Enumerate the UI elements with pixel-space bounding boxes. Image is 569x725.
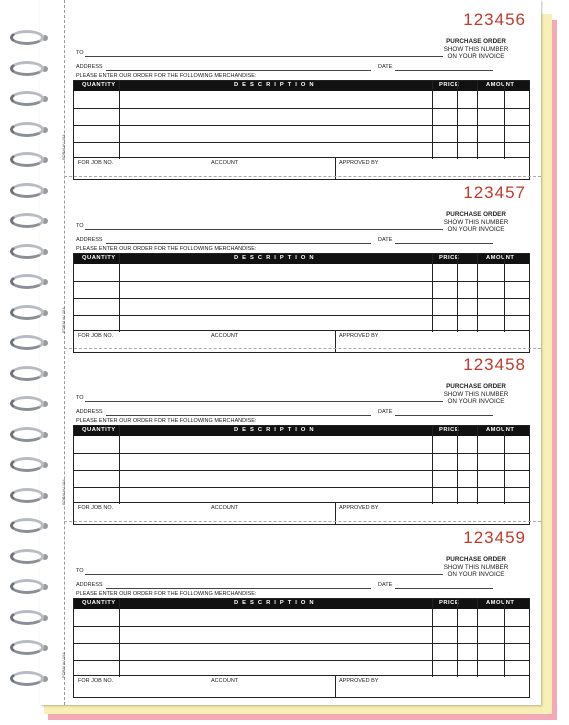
description-header: DESCRIPTION xyxy=(234,600,318,606)
spiral-ring xyxy=(10,274,44,289)
footer-divider xyxy=(335,676,336,698)
account-label: ACCOUNT xyxy=(211,160,239,166)
amount-header: AMOUNT xyxy=(486,255,515,261)
col-divider xyxy=(432,426,433,504)
table-row-line xyxy=(74,453,529,454)
instructions-text: PLEASE ENTER OUR ORDER FOR THE FOLLOWING MERCHANDISE: xyxy=(76,418,257,424)
form-code-vertical: FORM #V-154 xyxy=(61,652,66,678)
col-divider xyxy=(477,426,478,504)
address-field[interactable] xyxy=(106,415,371,416)
address-field[interactable] xyxy=(106,70,371,71)
merchandise-table xyxy=(73,425,530,503)
for-job-label: FOR JOB NO. xyxy=(78,505,114,511)
table-row-line xyxy=(74,315,529,316)
form-footer xyxy=(73,331,530,353)
spiral-ring xyxy=(10,366,44,381)
spiral-binding xyxy=(10,0,50,705)
description-header: DESCRIPTION xyxy=(234,82,318,88)
horizontal-perforation xyxy=(64,521,541,522)
po-title-block xyxy=(426,383,526,406)
spiral-ring xyxy=(10,244,44,259)
amount-header: AMOUNT xyxy=(486,600,515,606)
footer-divider xyxy=(335,331,336,353)
price-header: PRICE xyxy=(439,427,460,433)
table-row-line xyxy=(74,298,529,299)
spiral-ring xyxy=(10,610,44,625)
show-number-text: SHOW THIS NUMBER xyxy=(443,563,509,571)
po-title: PURCHASE ORDER xyxy=(446,556,506,563)
table-row-line xyxy=(74,470,529,471)
approved-by-label: APPROVED BY xyxy=(339,333,379,339)
col-divider xyxy=(432,599,433,677)
form-code-vertical: FORM #V-154 xyxy=(61,307,66,333)
amount-header: AMOUNT xyxy=(486,427,515,433)
table-row-line xyxy=(74,108,529,109)
address-label: ADDRESS xyxy=(76,409,103,415)
spiral-ring xyxy=(10,152,44,167)
show-number-text: SHOW THIS NUMBER xyxy=(443,45,509,53)
col-divider xyxy=(504,254,505,332)
form-code-vertical: FORM #V-154 xyxy=(61,479,66,505)
show-number-text: SHOW THIS NUMBER xyxy=(443,218,509,226)
instructions-text: PLEASE ENTER OUR ORDER FOR THE FOLLOWING MERCHANDISE: xyxy=(76,73,257,79)
col-divider xyxy=(119,426,120,504)
to-label: TO xyxy=(76,50,84,56)
date-label: DATE xyxy=(378,64,393,70)
amount-header: AMOUNT xyxy=(486,82,515,88)
table-header xyxy=(74,254,529,264)
purchase-order-form xyxy=(61,10,530,180)
col-divider xyxy=(477,254,478,332)
merchandise-table xyxy=(73,598,530,676)
date-field[interactable] xyxy=(395,588,493,589)
po-number: 123457 xyxy=(463,183,526,202)
to-field[interactable] xyxy=(85,56,443,57)
spiral-ring xyxy=(10,61,44,76)
table-row-line xyxy=(74,626,529,627)
on-invoice-text: ON YOUR INVOICE xyxy=(447,53,505,60)
date-field[interactable] xyxy=(395,243,493,244)
to-field[interactable] xyxy=(85,229,443,230)
to-label: TO xyxy=(76,395,84,401)
quantity-header: QUANTITY xyxy=(82,255,116,261)
horizontal-perforation xyxy=(64,348,541,349)
col-divider xyxy=(119,599,120,677)
table-row-line xyxy=(74,281,529,282)
instructions-text: PLEASE ENTER OUR ORDER FOR THE FOLLOWING MERCHANDISE: xyxy=(76,591,257,597)
spiral-ring xyxy=(10,488,44,503)
spiral-ring xyxy=(10,457,44,472)
address-label: ADDRESS xyxy=(76,64,103,70)
col-divider xyxy=(504,599,505,677)
table-header xyxy=(74,426,529,436)
col-divider xyxy=(504,426,505,504)
table-row-line xyxy=(74,660,529,661)
for-job-label: FOR JOB NO. xyxy=(78,678,114,684)
col-divider xyxy=(477,81,478,159)
po-number: 123456 xyxy=(463,10,526,29)
col-divider xyxy=(119,254,120,332)
show-number-text: SHOW THIS NUMBER xyxy=(443,390,509,398)
purchase-order-form xyxy=(61,355,530,525)
spiral-ring xyxy=(10,213,44,228)
form-footer xyxy=(73,676,530,698)
on-invoice-text: ON YOUR INVOICE xyxy=(447,398,505,405)
purchase-order-form xyxy=(61,528,530,698)
table-row-line xyxy=(74,142,529,143)
form-code-vertical: FORM #V-154 xyxy=(61,134,66,160)
approved-by-label: APPROVED BY xyxy=(339,505,379,511)
horizontal-perforation xyxy=(64,176,541,177)
account-label: ACCOUNT xyxy=(211,678,239,684)
purchase-order-form xyxy=(61,183,530,353)
po-title-block xyxy=(426,211,526,234)
po-title: PURCHASE ORDER xyxy=(446,383,506,390)
po-number: 123459 xyxy=(463,528,526,547)
quantity-header: QUANTITY xyxy=(82,600,116,606)
date-label: DATE xyxy=(378,237,393,243)
col-divider xyxy=(477,599,478,677)
table-row-line xyxy=(74,487,529,488)
spiral-ring xyxy=(10,305,44,320)
merchandise-table xyxy=(73,80,530,158)
col-divider xyxy=(457,426,458,504)
quantity-header: QUANTITY xyxy=(82,82,116,88)
to-field[interactable] xyxy=(85,401,443,402)
to-label: TO xyxy=(76,568,84,574)
spiral-ring xyxy=(10,335,44,350)
spiral-ring xyxy=(10,671,44,686)
spiral-ring xyxy=(10,549,44,564)
col-divider xyxy=(432,254,433,332)
on-invoice-text: ON YOUR INVOICE xyxy=(447,226,505,233)
col-divider xyxy=(432,81,433,159)
col-divider xyxy=(457,81,458,159)
table-row-line xyxy=(74,643,529,644)
approved-by-label: APPROVED BY xyxy=(339,678,379,684)
instructions-text: PLEASE ENTER OUR ORDER FOR THE FOLLOWING MERCHANDISE: xyxy=(76,246,257,252)
spiral-ring xyxy=(10,396,44,411)
approved-by-label: APPROVED BY xyxy=(339,160,379,166)
table-row-line xyxy=(74,125,529,126)
to-label: TO xyxy=(76,223,84,229)
to-field[interactable] xyxy=(85,574,443,575)
address-label: ADDRESS xyxy=(76,582,103,588)
date-field[interactable] xyxy=(395,70,493,71)
table-header xyxy=(74,599,529,609)
spiral-ring xyxy=(10,122,44,137)
table-header xyxy=(74,81,529,91)
price-header: PRICE xyxy=(439,255,460,261)
po-title-block xyxy=(426,556,526,579)
for-job-label: FOR JOB NO. xyxy=(78,160,114,166)
spiral-ring xyxy=(10,91,44,106)
po-number: 123458 xyxy=(463,355,526,374)
address-field[interactable] xyxy=(106,588,371,589)
spiral-ring xyxy=(10,640,44,655)
col-divider xyxy=(119,81,120,159)
spiral-ring xyxy=(10,579,44,594)
spiral-ring xyxy=(10,183,44,198)
spiral-ring xyxy=(10,30,44,45)
vertical-perforation xyxy=(64,0,65,705)
po-title: PURCHASE ORDER xyxy=(446,38,506,45)
account-label: ACCOUNT xyxy=(211,333,239,339)
col-divider xyxy=(504,81,505,159)
address-field[interactable] xyxy=(106,243,371,244)
price-header: PRICE xyxy=(439,600,460,606)
po-title: PURCHASE ORDER xyxy=(446,211,506,218)
col-divider xyxy=(457,254,458,332)
price-header: PRICE xyxy=(439,82,460,88)
spiral-ring xyxy=(10,427,44,442)
description-header: DESCRIPTION xyxy=(234,255,318,261)
for-job-label: FOR JOB NO. xyxy=(78,333,114,339)
quantity-header: QUANTITY xyxy=(82,427,116,433)
on-invoice-text: ON YOUR INVOICE xyxy=(447,571,505,578)
account-label: ACCOUNT xyxy=(211,505,239,511)
date-label: DATE xyxy=(378,409,393,415)
date-label: DATE xyxy=(378,582,393,588)
col-divider xyxy=(457,599,458,677)
date-field[interactable] xyxy=(395,415,493,416)
po-title-block xyxy=(426,38,526,61)
merchandise-table xyxy=(73,253,530,331)
spiral-ring xyxy=(10,518,44,533)
address-label: ADDRESS xyxy=(76,237,103,243)
description-header: DESCRIPTION xyxy=(234,427,318,433)
